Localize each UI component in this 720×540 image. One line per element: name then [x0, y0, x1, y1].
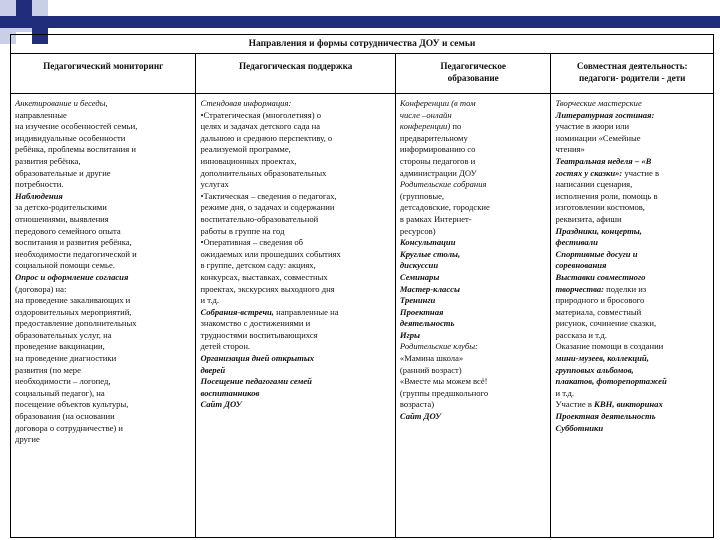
- text-line: номинации «Семейные: [555, 132, 641, 143]
- text-line: Выставки совместного: [555, 271, 646, 282]
- text-line: Круглые столы,: [399, 248, 461, 259]
- text-line: Консультации: [399, 237, 456, 248]
- text-line: Праздники, концерты,: [555, 225, 642, 236]
- column-header-line: образование: [447, 73, 499, 83]
- text-line: групповых альбомов,: [555, 364, 634, 375]
- text-line: •Стратегическая (многолетняя) о: [200, 109, 322, 120]
- column-header: [396, 54, 551, 94]
- text-line: на проведение диагностики: [15, 353, 117, 364]
- text-line: Субботники: [555, 422, 604, 433]
- text-line: Стендовая информация:: [200, 98, 292, 108]
- text-line: •Оперативная – сведения об: [200, 237, 304, 248]
- column-body: [396, 94, 551, 427]
- text-line: чтения»: [555, 144, 585, 155]
- text-line: детсадовские, городские: [399, 202, 490, 213]
- text-line: знакомство с достижениями и: [200, 318, 311, 329]
- text-line: Сайт ДОУ: [399, 411, 442, 422]
- text-line: соревнования: [555, 260, 607, 271]
- text-line: на изучение особенностей семьи,: [15, 121, 138, 132]
- text-line: проведение вакцинации,: [15, 341, 105, 352]
- text-line: развития (по мере: [15, 364, 81, 375]
- text-line: Спортивные досуги и: [555, 248, 638, 259]
- text-line: образовательные и другие: [15, 167, 111, 178]
- text-line: потребности.: [15, 179, 64, 190]
- text-line: образовательных услуг, на: [15, 329, 112, 340]
- text-line: природного и бросового: [555, 295, 645, 306]
- text-line: детей сторон.: [200, 341, 251, 352]
- text-line: ожидаемых или прошедших событиях: [200, 248, 341, 259]
- text-line: мини-музеев, коллекций,: [555, 353, 649, 364]
- text-line: реализуемой программе,: [200, 144, 291, 155]
- text-line: Родительские собрания: [399, 179, 487, 190]
- column-monitoring: [11, 54, 196, 537]
- text-line: развития ребёнка,: [15, 155, 81, 166]
- text-line: •Тактическая – сведения о педагогах,: [200, 190, 337, 201]
- text-line: в группе, детском саду: акциях,: [200, 260, 316, 271]
- text-line: воспитательно-образовательной: [200, 213, 319, 224]
- text-line: услугах: [200, 179, 229, 190]
- text-line: Тренинги: [399, 295, 436, 306]
- text-line: передового семейного опыта: [15, 225, 121, 236]
- text-line: Мастер-классы: [399, 283, 460, 294]
- text-line: деятельность: [399, 318, 455, 329]
- text-line: договора о сотрудничестве) и: [15, 422, 123, 433]
- text-line: (договора) на:: [15, 283, 67, 294]
- text-line: участие в жюри или: [555, 121, 630, 132]
- text-line: Анкетирование и беседы,: [15, 98, 108, 108]
- text-line: воспитанников: [200, 387, 260, 398]
- column-header: [11, 54, 195, 94]
- text-line: творчества: поделки из: [555, 283, 647, 294]
- text-line: воспитания и развития ребёнка,: [15, 237, 132, 248]
- decor-square-1: [0, 0, 16, 16]
- text-line: Родительские клубы:: [399, 341, 478, 352]
- text-line: исполнения роли, помощь в: [555, 190, 658, 201]
- text-line: Семинары: [399, 271, 440, 282]
- decor-square-2: [16, 0, 32, 16]
- column-header: [551, 54, 713, 94]
- column-joint-activity: [551, 54, 713, 537]
- text-line: оздоровительных мероприятий,: [15, 306, 132, 317]
- text-line: индивидуальные особенности: [15, 132, 126, 143]
- text-line: конкурсах, выставках, совместных: [200, 271, 328, 282]
- text-line: изготовлении костюмов,: [555, 202, 645, 213]
- text-line: и т.д.: [200, 295, 219, 306]
- text-line: другие: [15, 434, 40, 445]
- column-header-line: Педагогическое: [440, 61, 506, 71]
- text-line: информированию со: [399, 144, 476, 155]
- text-line: «Вместе мы можем всё!: [399, 376, 488, 387]
- text-line: Участие в КВН, викторинах: [555, 399, 663, 410]
- text-line: работы в группе на год: [200, 225, 285, 236]
- column-education: [396, 54, 552, 537]
- text-line: Творческие мастерские: [555, 98, 642, 108]
- text-line: числе –онлайн: [399, 109, 452, 120]
- text-line: Собрания-встречи, направленные на: [200, 306, 339, 317]
- text-line: Конференции (в том: [399, 98, 476, 108]
- text-line: написании сценария,: [555, 179, 633, 190]
- text-line: социальный педагог), на: [15, 387, 105, 398]
- text-line: посещение объектов культуры,: [15, 399, 129, 410]
- text-line: дверей: [200, 364, 226, 375]
- text-line: ребёнка, проблемы воспитания и: [15, 144, 136, 155]
- text-line: режиме дня, о задачах и содержании: [200, 202, 335, 213]
- text-line: фестивали: [555, 237, 598, 248]
- column-header-line: Педагогическая поддержка: [239, 61, 353, 71]
- text-line: социальной помощи семье.: [15, 260, 115, 271]
- text-line: Театральная неделя – «В: [555, 155, 652, 166]
- column-body: [196, 94, 394, 415]
- column-header: [196, 54, 394, 94]
- column-body: [11, 94, 195, 450]
- text-line: предварительному: [399, 132, 468, 143]
- text-line: Наблюдения: [15, 190, 63, 201]
- text-line: Организация дней открытых: [200, 353, 315, 364]
- text-line: конференции) по: [399, 121, 462, 132]
- text-line: рисунок, сочинение сказки,: [555, 318, 657, 329]
- table-columns: [11, 54, 713, 537]
- column-header-line: Педагогический мониторинг: [43, 61, 164, 71]
- text-line: (ранний возраст): [399, 364, 462, 375]
- table-title: Направления и формы сотрудничества ДОУ и семьи: [11, 35, 713, 54]
- text-line: Сайт ДОУ: [200, 399, 242, 410]
- text-line: в рамках Интернет-: [399, 213, 472, 224]
- text-line: Проектная: [399, 306, 444, 317]
- column-header-line: педагоги- родители - дети: [579, 73, 686, 83]
- text-line: образования (на основании: [15, 411, 115, 422]
- text-line: администрации ДОУ: [399, 167, 477, 178]
- text-line: отношениями, выявления: [15, 213, 109, 224]
- text-line: гостях у сказки»: участие в: [555, 167, 660, 178]
- text-line: возраста): [399, 399, 435, 410]
- text-line: Проектная деятельность: [555, 411, 656, 422]
- text-line: инновационных проектах,: [200, 155, 297, 166]
- text-line: дополнительных образовательных: [200, 167, 327, 178]
- text-line: направленные: [15, 109, 67, 120]
- text-line: необходимости педагогической и: [15, 248, 137, 259]
- text-line: и т.д.: [555, 387, 574, 398]
- text-line: Игры: [399, 329, 421, 340]
- text-line: проектах, экскурсиях выходного дня: [200, 283, 335, 294]
- text-line: материала, совместный: [555, 306, 642, 317]
- text-line: реквизита, афиши: [555, 213, 622, 224]
- text-line: Оказание помощи в создании: [555, 341, 664, 352]
- decor-square-3: [32, 0, 48, 16]
- column-support: [196, 54, 395, 537]
- cooperation-table: [10, 34, 714, 538]
- text-line: дальнюю и среднюю перспективу, о: [200, 132, 333, 143]
- text-line: стороны педагогов и: [399, 155, 476, 166]
- column-body: [551, 94, 713, 438]
- text-line: целях и задачах детского сада на: [200, 121, 321, 132]
- decor-header-bar: [0, 16, 720, 28]
- text-line: Литературная гостиная:: [555, 109, 655, 120]
- text-line: предоставление дополнительных: [15, 318, 137, 329]
- text-line: за детско-родительскими: [15, 202, 107, 213]
- text-line: ресурсов): [399, 225, 436, 236]
- text-line: (группы предшкольного: [399, 387, 489, 398]
- text-line: Опрос и оформление согласия: [15, 271, 129, 282]
- column-header-line: Совместная деятельность:: [576, 61, 688, 71]
- text-line: плакатов, фоторепортажей: [555, 376, 667, 387]
- text-line: трудностями воспитывающихся: [200, 329, 318, 340]
- text-line: (групповые,: [399, 190, 445, 201]
- text-line: необходимости – логопед,: [15, 376, 111, 387]
- text-line: на проведение закаливающих и: [15, 295, 131, 306]
- text-line: дискуссии: [399, 260, 439, 271]
- text-line: Посещение педагогами семей: [200, 376, 312, 387]
- text-line: рассказа и т.д.: [555, 329, 607, 340]
- text-line: «Мамина школа»: [399, 353, 464, 364]
